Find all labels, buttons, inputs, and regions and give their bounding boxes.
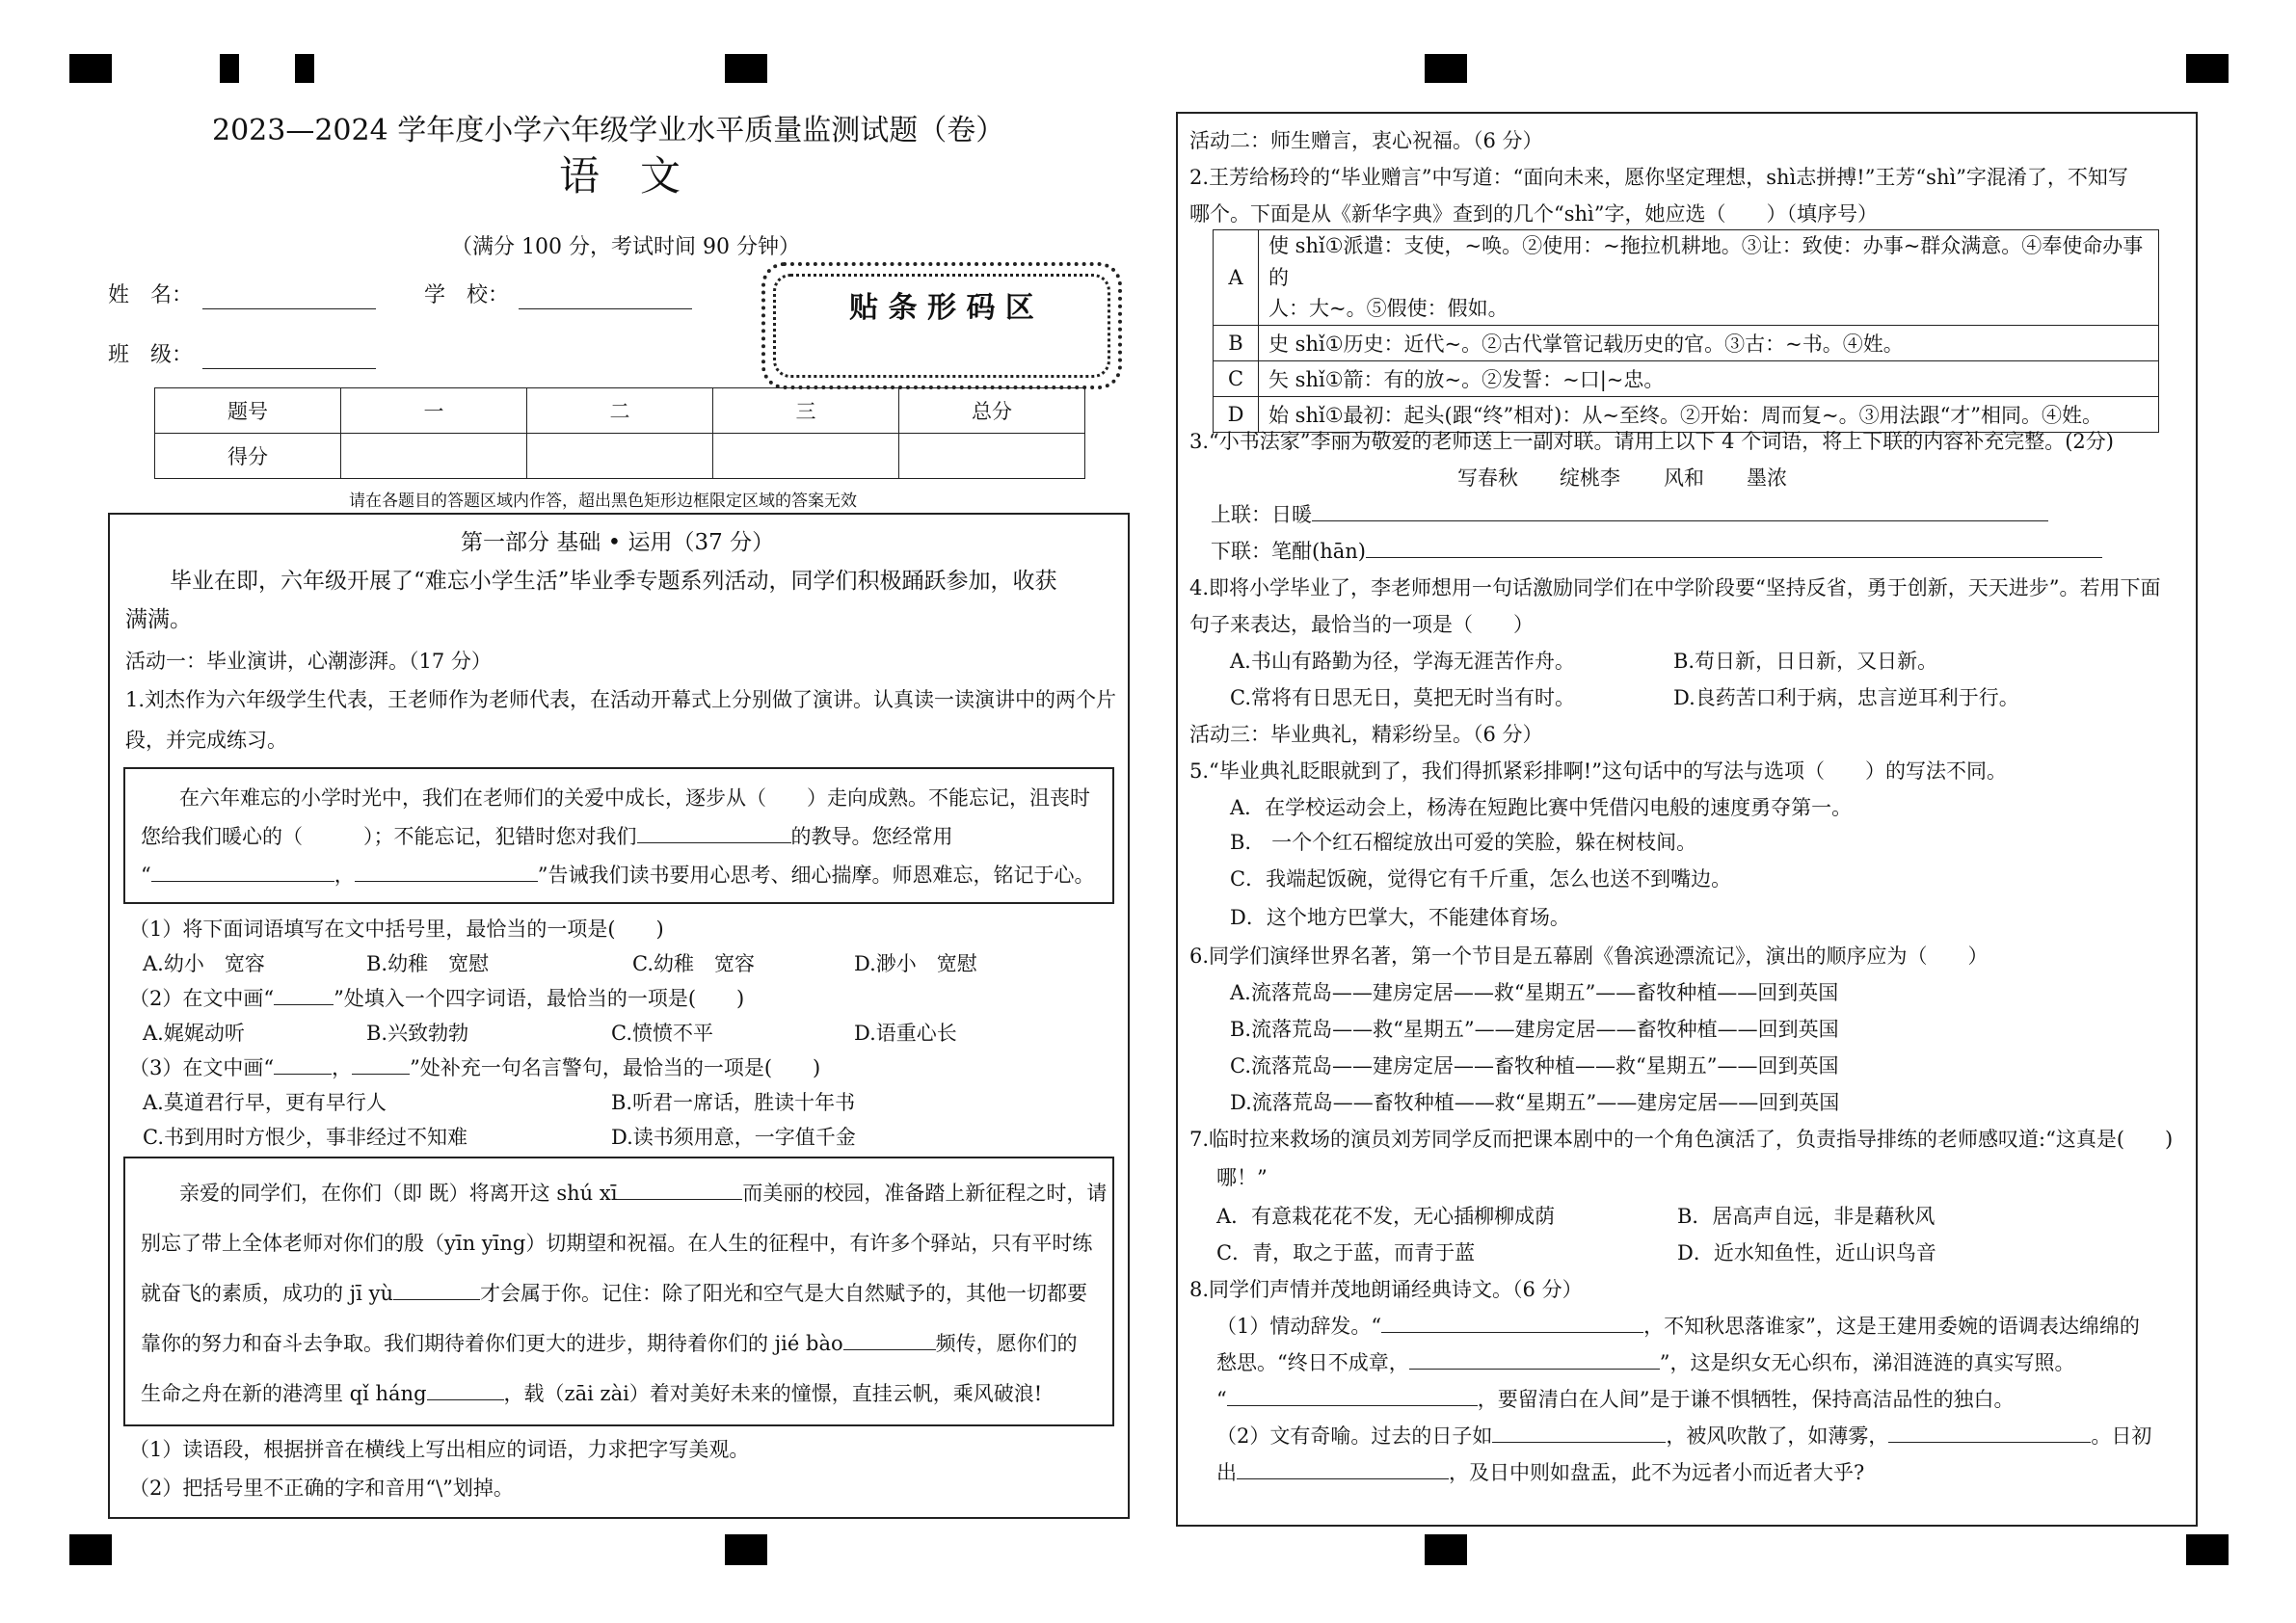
option[interactable]: C.书到用时方恨少，事非经过不知难 bbox=[143, 1126, 467, 1149]
question-text: 1.刘杰作为六年级学生代表，王老师作为老师代表，在活动开幕式上分别做了演讲。认真读一读演讲中的两个片 bbox=[125, 688, 1117, 711]
word-choice: 绽桃李 bbox=[1560, 466, 1620, 490]
option[interactable]: C.常将有日思无日，莫把无时当有时。 bbox=[1230, 686, 1575, 709]
question-text: 7.临时拉来救场的演员刘芳同学反而把课本剧中的一个角色演活了，负责指导排练的老师感叹道:“这真是( ) bbox=[1189, 1128, 2174, 1151]
activity-title: 活动三：毕业典礼，精彩纷呈。（6 分） bbox=[1189, 723, 1543, 746]
poem-text: ，被风吹散了，如薄雾， bbox=[1666, 1424, 1889, 1448]
dict-entry: 始 shǐ①最初：起头(跟“终”相对)：从~至终。②开始：周而复~。③用法跟“才”相同。④姓。 bbox=[1259, 396, 2159, 432]
sub-question-text: （2）在文中画“ bbox=[129, 987, 275, 1010]
question-text: 哪！” bbox=[1216, 1166, 1268, 1189]
passage-text: 就奋飞的素质，成功的 jī yù bbox=[141, 1282, 393, 1305]
score-header: 一 bbox=[341, 388, 527, 434]
option[interactable]: D.渺小 宽慰 bbox=[854, 952, 977, 975]
passage-line bbox=[141, 1332, 1078, 1356]
option[interactable]: A.娓娓动听 bbox=[143, 1022, 245, 1045]
registration-mark bbox=[2186, 1534, 2229, 1565]
sub-question: （2）把括号里不正确的字和音用“\”划掉。 bbox=[129, 1477, 514, 1500]
question-text: 句子来表达，最恰当的一项是（ ） bbox=[1189, 613, 1534, 636]
sub-question: （1）将下面词语填写在文中括号里，最恰当的一项是( ) bbox=[129, 918, 664, 941]
option[interactable]: D.良药苦口利于病，忠言逆耳利于行。 bbox=[1673, 686, 2019, 709]
score-cell[interactable] bbox=[899, 434, 1085, 479]
passage-text: 在六年难忘的小学时光中，我们在老师们的关爱中成长，逐步从（ ）走向成熟。不能忘记，沮丧时 bbox=[179, 786, 1090, 810]
option[interactable]: B. 一个个红石榴绽放出可爱的笑脸，躲在树枝间。 bbox=[1230, 831, 1697, 854]
question-text: 6.同学们演绎世界名著，第一个节目是五幕剧《鲁滨逊漂流记》，演出的顺序应为（ ） bbox=[1189, 945, 1989, 968]
passage-text: 才会属于你。记住：除了阳光和空气是大自然赋予的，其他一切都要 bbox=[479, 1282, 1087, 1305]
option[interactable]: D．这个地方巴掌大，不能建体育场。 bbox=[1230, 906, 1570, 929]
passage-text: 亲爱的同学们，在你们（即 既）将离开这 shú xī bbox=[179, 1182, 618, 1205]
word-choice: 墨浓 bbox=[1747, 466, 1787, 490]
poem-text: ，不知秋思落谁家”，这是王建用委婉的语调表达绵绵的 bbox=[1643, 1315, 2140, 1338]
intro-text: 毕业在即，六年级开展了“难忘小学生活”毕业季专题系列活动，同学们积极踊跃参加，收获 bbox=[170, 569, 1057, 594]
question-text: 2.王芳给杨玲的“毕业赠言”中写道：“面向未来，愿你坚定理想，shì志拼搏!”王芳“shì”字混淆了，不知写 bbox=[1189, 166, 2128, 189]
question-text: 5.“毕业典礼眨眼就到了，我们得抓紧彩排啊!”这句话中的写法与选项（ ）的写法不同。 bbox=[1189, 759, 2007, 783]
poem-text: 出 bbox=[1216, 1461, 1237, 1484]
registration-mark bbox=[725, 1534, 767, 1565]
dict-entry: 史 shǐ①历史：近代~。②古代掌管记载历史的官。③古：~书。④姓。 bbox=[1259, 325, 2159, 360]
answer-blank[interactable] bbox=[1237, 1461, 1449, 1479]
activity-title: 活动一：毕业演讲，心潮澎湃。（17 分） bbox=[125, 650, 492, 673]
sub-question-text: ”处补充一句名言警句，最恰当的一项是( ) bbox=[410, 1056, 821, 1079]
option[interactable]: D.读书须用意，一字值千金 bbox=[611, 1126, 856, 1149]
poem-text: （2）文有奇喻。过去的日子如 bbox=[1216, 1424, 1493, 1448]
option[interactable]: A.流落荒岛——建房定居——救“星期五”——畜牧种植——回到英国 bbox=[1230, 981, 1839, 1004]
answer-blank[interactable] bbox=[1312, 503, 2048, 521]
passage-line bbox=[141, 1382, 1042, 1406]
part-title: 第一部分 基础 • 运用（37 分） bbox=[461, 530, 775, 555]
passage-line bbox=[179, 1182, 1107, 1206]
answer-blank[interactable] bbox=[843, 1332, 936, 1350]
option[interactable]: B.流落荒岛——救“星期五”——建房定居——畜牧种植——回到英国 bbox=[1230, 1018, 1839, 1041]
registration-mark bbox=[1425, 54, 1467, 83]
answer-blank[interactable] bbox=[427, 1382, 504, 1400]
score-cell[interactable] bbox=[713, 434, 899, 479]
question-text: 段，并完成练习。 bbox=[125, 729, 287, 752]
class-field[interactable] bbox=[202, 351, 376, 369]
passage-text: 您给我们暖心的（ ）；不能忘记，犯错时您对我们 bbox=[141, 825, 637, 848]
sub-question-text: ”处填入一个四字词语，最恰当的一项是( ) bbox=[334, 987, 745, 1010]
option[interactable]: A.幼小 宽容 bbox=[143, 952, 265, 975]
couplet-label: 下联：笔酣(hān) bbox=[1211, 540, 1366, 563]
subject-title: 语 文 bbox=[559, 152, 681, 200]
poem-text: ”，这是织女无心织布，涕泪涟涟的真实写照。 bbox=[1659, 1351, 2075, 1374]
word-choice: 写春秋 bbox=[1457, 466, 1518, 490]
couplet-upper bbox=[1211, 503, 2048, 527]
sub-question bbox=[129, 987, 744, 1011]
registration-mark bbox=[69, 1534, 112, 1565]
answer-blank[interactable] bbox=[393, 1282, 480, 1300]
word-choice: 风和 bbox=[1664, 466, 1704, 490]
school-field[interactable] bbox=[519, 291, 692, 309]
sub-question: （1）读语段，根据拼音在横线上写出相应的词语，力求把字写美观。 bbox=[129, 1438, 750, 1461]
option[interactable]: D．近水知鱼性，近山识鸟音 bbox=[1677, 1241, 1936, 1264]
answer-blank bbox=[352, 1056, 410, 1075]
passage-text: 的教导。您经常用 bbox=[790, 825, 953, 848]
name-field[interactable] bbox=[202, 291, 376, 309]
barcode-label: 贴 条 形 码 区 bbox=[849, 291, 1034, 325]
school-label: 学 校： bbox=[424, 283, 510, 307]
answer-blank[interactable] bbox=[1366, 540, 2102, 558]
option[interactable]: D.语重心长 bbox=[854, 1022, 957, 1045]
question-text: 3.“小书法家”李丽为敬爱的老师送上一副对联。请用上以下 4 个词语，将上下联的内容补充完整。(2分) bbox=[1189, 430, 2114, 453]
couplet-label: 上联：日暖 bbox=[1211, 503, 1312, 526]
passage-text: ， bbox=[334, 864, 355, 887]
answer-blank[interactable] bbox=[1409, 1351, 1660, 1370]
score-header: 总分 bbox=[899, 388, 1085, 434]
intro-text: 满满。 bbox=[125, 607, 192, 632]
score-label: 得分 bbox=[155, 434, 341, 479]
answer-blank bbox=[274, 987, 334, 1005]
score-cell[interactable] bbox=[341, 434, 527, 479]
option[interactable]: C．青，取之于蓝，而青于蓝 bbox=[1216, 1241, 1476, 1264]
passage-text: 靠你的努力和奋斗去争取。我们期待着你们更大的进步，期待着你们的 jié bào bbox=[141, 1332, 843, 1355]
poem-text: 愁思。“终日不成章， bbox=[1216, 1351, 1409, 1374]
option[interactable]: B.听君一席话，胜读十年书 bbox=[611, 1091, 856, 1114]
option[interactable]: C.流落荒岛——建房定居——畜牧种植——救“星期五”——回到英国 bbox=[1230, 1054, 1839, 1078]
poem-line bbox=[1216, 1424, 2151, 1449]
question-text: 哪个。下面是从《新华字典》查到的几个“shì”字，她应选（ ）（填序号） bbox=[1189, 202, 1878, 226]
passage-text: 而美丽的校园，准备踏上新征程之时，请 bbox=[742, 1182, 1108, 1205]
option[interactable]: A．在学校运动会上，杨涛在短跑比赛中凭借闪电般的速度勇夺第一。 bbox=[1230, 796, 1853, 819]
passage-text: ，载（zāi zài）着对美好未来的憧憬，直挂云帆，乘风破浪! bbox=[503, 1382, 1043, 1405]
class-label: 班 级： bbox=[108, 343, 194, 367]
passage-line bbox=[141, 864, 1094, 888]
poem-text: （1）情动辞发。“ bbox=[1216, 1315, 1382, 1338]
answer-blank[interactable] bbox=[1492, 1424, 1666, 1443]
activity-title: 活动二：师生赠言，衷心祝福。（6 分） bbox=[1189, 129, 1543, 152]
name-label: 姓 名： bbox=[108, 283, 194, 307]
poem-text: 。日初 bbox=[2091, 1424, 2152, 1448]
option[interactable]: B.幼稚 宽慰 bbox=[366, 952, 490, 975]
registration-mark bbox=[1425, 1534, 1467, 1565]
sub-question-text: （3）在文中画“ bbox=[129, 1056, 275, 1079]
passage-text: 频传，愿你们的 bbox=[935, 1332, 1078, 1355]
passage-text: ”告诫我们读书要用心思考、细心揣摩。师恩难忘，铭记于心。 bbox=[537, 864, 1095, 887]
score-cell[interactable] bbox=[527, 434, 713, 479]
option[interactable]: B．居高声自远，非是藉秋风 bbox=[1677, 1205, 1936, 1228]
option[interactable]: B.兴致勃勃 bbox=[366, 1022, 469, 1045]
sub-question bbox=[129, 1056, 820, 1080]
dictionary-table bbox=[1213, 229, 2159, 433]
passage-text: “ bbox=[141, 864, 151, 887]
registration-mark bbox=[69, 54, 112, 83]
registration-mark bbox=[220, 54, 239, 83]
poem-line bbox=[1216, 1315, 2140, 1339]
sub-question-text: ， bbox=[332, 1056, 353, 1079]
option[interactable]: C.愤愤不平 bbox=[611, 1022, 713, 1045]
dict-entry bbox=[1259, 230, 2159, 326]
answer-blank[interactable] bbox=[151, 864, 334, 882]
registration-mark bbox=[295, 54, 314, 83]
answer-blank[interactable] bbox=[355, 864, 538, 882]
score-header: 题号 bbox=[155, 388, 341, 434]
poem-text: ，及日中则如盘盂，此不为远者小而近者大乎? bbox=[1449, 1461, 1865, 1484]
answer-blank[interactable] bbox=[637, 825, 791, 843]
dict-entry: 矢 shǐ①箭：有的放~。②发誓：~口|~忠。 bbox=[1259, 360, 2159, 396]
option[interactable]: B.苟日新，日日新，又日新。 bbox=[1673, 650, 1938, 673]
dict-key: B bbox=[1214, 325, 1259, 360]
poem-text: “ bbox=[1216, 1388, 1227, 1411]
answer-blank bbox=[274, 1056, 332, 1075]
dict-key: C bbox=[1214, 360, 1259, 396]
couplet-lower bbox=[1211, 540, 2102, 564]
dict-text: 使 shǐ①派遣：支使，~唤。②使用：~拖拉机耕地。③让：致使：办事~群众满意。④奉使命办事的 bbox=[1268, 234, 2144, 289]
score-header: 二 bbox=[527, 388, 713, 434]
poem-line bbox=[1216, 1388, 2014, 1412]
passage-line bbox=[141, 825, 953, 849]
option[interactable]: A.莫道君行早，更有早行人 bbox=[143, 1091, 387, 1114]
registration-mark bbox=[2186, 54, 2229, 83]
option[interactable]: A.书山有路勤为径，学海无涯苦作舟。 bbox=[1230, 650, 1575, 673]
score-table bbox=[154, 387, 1085, 479]
exam-note: （满分 100 分，考试时间 90 分钟） bbox=[451, 235, 800, 259]
answer-warning: 请在各题目的答题区域内作答，超出黑色矩形边框限定区域的答案无效 bbox=[349, 492, 857, 511]
poem-line bbox=[1216, 1351, 2074, 1375]
dict-key: D bbox=[1214, 396, 1259, 432]
passage-text: 生命之舟在新的港湾里 qǐ háng bbox=[141, 1382, 427, 1405]
question-text: 8.同学们声情并茂地朗诵经典诗文。（6 分） bbox=[1189, 1278, 1583, 1301]
exam-title: 2023—2024 学年度小学六年级学业水平质量监测试题（卷） bbox=[212, 114, 1005, 147]
answer-blank[interactable] bbox=[617, 1182, 742, 1200]
passage-line bbox=[141, 1282, 1087, 1306]
score-header: 三 bbox=[713, 388, 899, 434]
registration-mark bbox=[725, 54, 767, 83]
option[interactable]: D.流落荒岛——畜牧种植——救“星期五”——建房定居——回到英国 bbox=[1230, 1091, 1840, 1114]
answer-blank[interactable] bbox=[1381, 1315, 1643, 1333]
option[interactable]: A．有意栽花花不发，无心插柳柳成荫 bbox=[1216, 1205, 1556, 1228]
dict-text: 人：大~。⑤假使：假如。 bbox=[1268, 297, 1508, 321]
question-text: 4.即将小学毕业了，李老师想用一句话激励同学们在中学阶段要“坚持反省，勇于创新，天天进步”。若用下面 bbox=[1189, 576, 2161, 599]
option[interactable]: C.幼稚 宽容 bbox=[632, 952, 755, 975]
answer-blank[interactable] bbox=[1888, 1424, 2091, 1443]
poem-text: ，要留清白在人间”是于谦不惧牺牲，保持高洁品性的独白。 bbox=[1477, 1388, 2015, 1411]
answer-blank[interactable] bbox=[1227, 1388, 1478, 1406]
passage-text: 别忘了带上全体老师对你们的殷（yīn yīng）切期望和祝福。在人生的征程中，有许多个驿站，只有平时练 bbox=[141, 1232, 1093, 1255]
poem-line bbox=[1216, 1461, 1864, 1485]
dict-key: A bbox=[1214, 230, 1259, 326]
option[interactable]: C．我端起饭碗，觉得它有千斤重，怎么也送不到嘴边。 bbox=[1230, 867, 1732, 891]
barcode-area bbox=[761, 262, 1122, 389]
